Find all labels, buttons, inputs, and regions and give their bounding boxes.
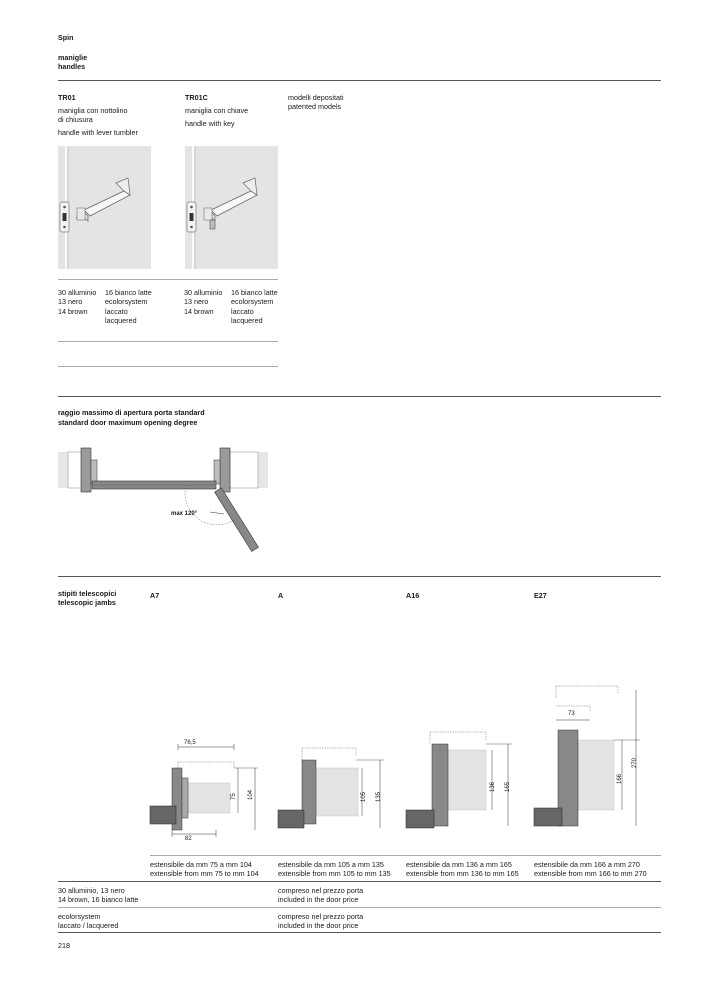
jamb-range bbox=[406, 860, 519, 879]
jamb-range bbox=[278, 860, 391, 879]
divider bbox=[58, 80, 661, 81]
opening-title-en: standard door maximum opening degree bbox=[58, 418, 198, 427]
jamb-code: A16 bbox=[406, 591, 420, 600]
range-en: extensible from mm 105 to mm 135 bbox=[278, 869, 391, 879]
section-title-it: maniglie bbox=[58, 53, 88, 62]
range-en: extensible from mm 166 to mm 270 bbox=[534, 869, 647, 879]
divider bbox=[58, 907, 661, 908]
handle-code: TR01C bbox=[185, 93, 208, 102]
divider bbox=[58, 279, 278, 280]
finish-item: lacquered bbox=[105, 316, 137, 326]
collection-title: Spin bbox=[58, 33, 74, 42]
page-number: 218 bbox=[58, 941, 70, 950]
range-it: estensibile da mm 105 a mm 135 bbox=[278, 860, 384, 869]
dim-label: 270 bbox=[632, 757, 638, 768]
divider bbox=[58, 396, 661, 397]
section-title-en: handles bbox=[58, 62, 86, 71]
row-label-line: ecolorsystem bbox=[58, 912, 101, 921]
finish-item: 13 nero bbox=[184, 297, 209, 307]
jamb-code: E27 bbox=[534, 591, 547, 600]
divider bbox=[58, 341, 278, 342]
row-label-line: laccato / lacquered bbox=[58, 921, 119, 931]
dim-label: 166 bbox=[617, 773, 623, 784]
divider bbox=[150, 855, 661, 856]
handle-desc-it: maniglia con chiave bbox=[185, 106, 249, 115]
handle-desc-en: handle with key bbox=[185, 119, 235, 128]
finish-list bbox=[105, 288, 152, 325]
finish-item: lacquered bbox=[231, 316, 263, 326]
finish-row-label bbox=[58, 912, 118, 931]
handle-photo-tr01 bbox=[58, 146, 151, 269]
jamb-code: A7 bbox=[150, 591, 160, 600]
finish-item: ecolorsystem bbox=[231, 297, 274, 307]
dim-label: 73 bbox=[568, 711, 575, 717]
range-it: estensibile da mm 166 a mm 270 bbox=[534, 860, 640, 869]
dim-label: 105 bbox=[361, 791, 367, 802]
handle-key-icon bbox=[185, 146, 278, 269]
dim-label: 135 bbox=[376, 791, 382, 802]
row-label-line: 30 alluminio, 13 nero bbox=[58, 886, 125, 895]
opening-angle-label: max 120° bbox=[171, 511, 198, 517]
finish-item: 16 bianco latte bbox=[231, 288, 278, 297]
finish-list bbox=[184, 288, 222, 316]
dim-label: 76,5 bbox=[184, 740, 196, 746]
jamb-drawing-a bbox=[276, 740, 394, 840]
row-label-line: 14 brown, 16 bianco latte bbox=[58, 895, 139, 905]
handle-lever-icon bbox=[58, 146, 151, 269]
opening-diagram bbox=[58, 440, 268, 560]
patent-note-en: patented models bbox=[288, 102, 342, 111]
jambs-title-en: telescopic jambs bbox=[58, 598, 116, 607]
jamb-code: A bbox=[278, 591, 284, 600]
jamb-range bbox=[150, 860, 259, 879]
divider bbox=[58, 576, 661, 577]
jamb-range bbox=[534, 860, 647, 879]
dim-label: 82 bbox=[185, 836, 192, 842]
jamb-drawing-a16 bbox=[404, 728, 522, 832]
finish-list bbox=[231, 288, 278, 325]
dim-label: 75 bbox=[231, 793, 237, 800]
jambs-title-it: stipiti telescopici bbox=[58, 589, 117, 598]
finish-row-note bbox=[278, 912, 363, 931]
dim-label: 165 bbox=[505, 781, 511, 792]
divider bbox=[58, 881, 661, 882]
range-it: estensibile da mm 136 a mm 165 bbox=[406, 860, 512, 869]
dim-label: 136 bbox=[490, 781, 496, 792]
range-it: estensibile da mm 75 a mm 104 bbox=[150, 860, 252, 869]
patent-note-it: modelli depositati bbox=[288, 93, 344, 102]
finish-item: 30 alluminio bbox=[58, 288, 97, 297]
note-it: compreso nel prezzo porta bbox=[278, 886, 364, 895]
handle-desc-it: maniglia con nottolino bbox=[58, 106, 128, 115]
finish-list bbox=[58, 288, 96, 316]
handle-desc-it: di chiusura bbox=[58, 115, 93, 124]
finish-item: laccato bbox=[105, 306, 128, 316]
finish-item: 13 nero bbox=[58, 297, 83, 307]
divider bbox=[58, 932, 661, 933]
jamb-drawing-e27 bbox=[532, 680, 650, 830]
range-en: extensible from mm 75 to mm 104 bbox=[150, 869, 259, 879]
finish-item: 14 brown bbox=[184, 306, 214, 316]
finish-row-label bbox=[58, 886, 138, 905]
opening-title-it: raggio massimo di apertura porta standard bbox=[58, 408, 205, 417]
handle-code: TR01 bbox=[58, 93, 76, 102]
finish-row-note bbox=[278, 886, 363, 905]
note-en: included in the door price bbox=[278, 895, 359, 905]
finish-item: 14 brown bbox=[58, 306, 88, 316]
handle-photo-tr01c bbox=[185, 146, 278, 269]
finish-item: laccato bbox=[231, 306, 254, 316]
finish-item: 30 alluminio bbox=[184, 288, 223, 297]
divider bbox=[58, 366, 278, 367]
range-en: extensible from mm 136 to mm 165 bbox=[406, 869, 519, 879]
finish-item: ecolorsystem bbox=[105, 297, 148, 307]
dim-label: 104 bbox=[248, 789, 254, 800]
note-en: included in the door price bbox=[278, 921, 359, 931]
handle-desc-en: handle with lever tumbler bbox=[58, 128, 138, 137]
finish-item: 16 bianco latte bbox=[105, 288, 152, 297]
note-it: compreso nel prezzo porta bbox=[278, 912, 364, 921]
